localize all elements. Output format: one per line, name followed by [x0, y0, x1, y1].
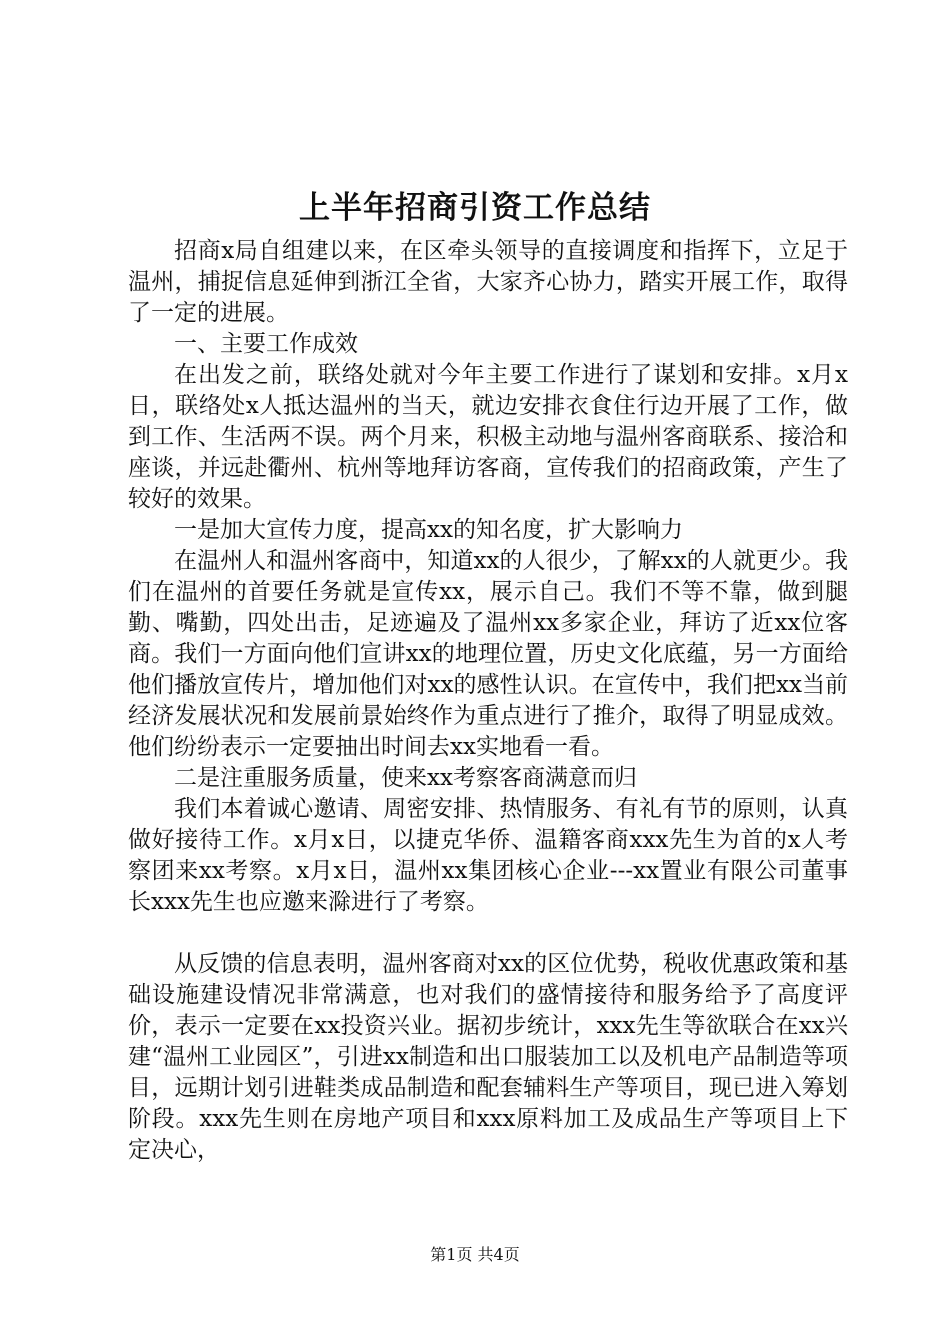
body-paragraph: 在温州人和温州客商中，知道xx的人很少，了解xx的人就更少。我们在温州的首要任务就是宣传xx，展示自己。我们不等不靠，做到腿勤、嘴勤，四处出击，足迹遍及了温州xx多家企业，拜访了近xx位客商。我们一方面向他们宣讲xx的地理位置，历史文化底蕴，另一方面给他们播放宣传片，增加他们对xx的感性认识。在宣传中，我们把xx当前经济发展状况和发展前景始终作为重点进行了推介，取得了明显成效。他们纷纷表示一定要抽出时间去xx实地看一看。: [128, 548, 848, 760]
document-title: 上半年招商引资工作总结: [299, 190, 651, 226]
page-number-footer: 第1页 共4页: [430, 1245, 520, 1264]
subheading-publicity: 一是加大宣传力度，提高xx的知名度，扩大影响力: [174, 517, 683, 543]
section-heading-main-results: 一、主要工作成效: [174, 331, 358, 357]
body-paragraph: 在出发之前，联络处就对今年主要工作进行了谋划和安排。x月x日，联络处x人抵达温州的当天，就边安排衣食住行边开展了工作，做到工作、生活两不误。两个月来，积极主动地与温州客商联系、接洽和座谈，并远赴衢州、杭州等地拜访客商，宣传我们的招商政策，产生了较好的效果。: [128, 362, 848, 512]
intro-paragraph: 招商x局自组建以来，在区牵头领导的直接调度和指挥下，立足于温州，捕捉信息延伸到浙江全省，大家齐心协力，踏实开展工作，取得了一定的进展。: [128, 238, 848, 326]
document-body: [128, 236, 848, 1166]
subheading-service-quality: 二是注重服务质量，使来xx考察客商满意而归: [174, 765, 637, 791]
body-paragraph: 我们本着诚心邀请、周密安排、热情服务、有礼有节的原则，认真做好接待工作。x月x日，以捷克华侨、温籍客商xxx先生为首的x人考察团来xx考察。x月x日，温州xx集团核心企业---xx置业有限公司董事长xxx先生也应邀来滁进行了考察。: [128, 796, 848, 915]
body-paragraph: 从反馈的信息表明，温州客商对xx的区位优势，税收优惠政策和基础设施建设情况非常满意，也对我们的盛情接待和服务给予了高度评价，表示一定要在xx投资兴业。据初步统计，xxx先生等欲联合在xx兴建“温州工业园区”，引进xx制造和出口服装加工以及机电产品制造等项目，远期计划引进鞋类成品制造和配套辅料生产等项目，现已进入筹划阶段。xxx先生则在房地产项目和xxx原料加工及成品生产等项目上下定决心，: [128, 951, 848, 1163]
paragraph-spacer: [128, 918, 848, 949]
